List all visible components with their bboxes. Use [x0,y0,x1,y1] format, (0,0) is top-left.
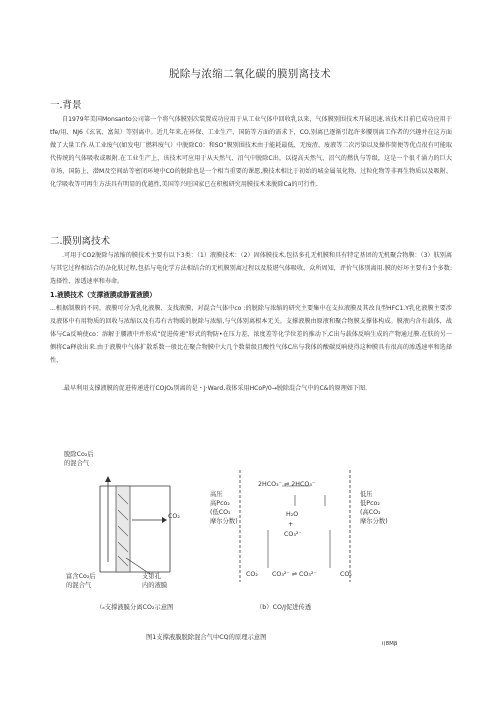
eq-bicarbonate: 2HCO₃⁻ ⇌ 2HCO₃⁻ [258,481,316,488]
caption-a: （ₐ支撑液膜分离CO₂示意图 [96,604,174,611]
label-co2-left: CO₂ [168,513,180,520]
page-title: 脱除与浓缩二氧化碳的膜别离技术 [169,68,331,80]
label-high-pressure: 高压 高Pco₂ (低CO₂ 摩尔分数) [210,491,238,525]
section-heading-membrane: 二.膜别离技术 [50,236,111,247]
eq-carbonate-transfer: CO₃²⁻ ⇌ CO₃²⁻ [272,571,317,578]
eq-carbonate: CO₃²⁻ [284,531,302,538]
section-heading-background: 一.背景 [50,100,82,111]
eq-h2o: H₂O [286,511,299,518]
eq-plus: + [288,521,294,528]
figure-diagram [60,450,440,610]
eq-co2-left: CO₂ [246,571,258,578]
label-co2-removed-gas: 脱除Co₂后 的混合气 [64,451,94,467]
figure-caption: 图1支撑液膜脱除混合气中CQ的原理示意图 [146,634,267,641]
subheading-liquid-membrane: 1.液膜技术（支撑液膜或静置液膜） [50,291,156,299]
liquid-membrane-text-2: .最早利用支撑液膜的促进传递进行COJO₂别离的是・J·Ward,栽体采用HCoP/0→脱除混合气中的C&的原理如下图. [62,385,368,392]
eq-co2-right: CO₂ [340,571,352,578]
caption-b: （b）CO/J促进传透 [256,604,312,611]
figure-1 [60,450,440,610]
label-pore-liquid-membrane: 支第孔 内的液膜 [142,573,168,589]
label-co2-rich-gas: 富含Co₂后 的混合气 [66,573,96,589]
section-background-text: 自1979年美国Monsanto公司第一个将气体膜别次装置成功应用于从工业气体中回收乳以来，气体膜别围技术开展迅速,该技术目前已成功应用于tfe/用、NJ6《玄氧、富氮）等别离中。近几年来,在环保、工业生产、国防等方面的需求下，CO,别离已逐渐引起许多腰别离工作者的兴趣并在这方面做了大量工作.从工业废气(如发电厂燃料废气）中脱除C0：和SO”膜别围技术由于能耗最低、无废渣、废液等二次污染以及操作简便等优点很有可能取代传统的气体吸收或吸附.在工业生产上，该技术可应用于从天然气、沼气中脱除C出，以提高天然气、沼气的燃仇与等级，这是一个很彳涌力的巨大市场，国防上，潜M及空间站等密闭环境中CO的脱除也是一个相当重要的课愿,膜技术相比于初始的城金属氧化物、过粒化物等非再生物质以及吸附、化学吸收等可再生方法具有明显的优越性,美国等兴旺国家已在积极研究用膜技术来脱除Ca的可行性. [50,116,452,188]
page-corner-mark: i(8Mβ [382,641,398,647]
label-low-pressure: 低压 低Pco₂ (高CO₂ 摩尔分数) [360,491,388,525]
section-membrane-intro: .可用于CO2脱除与浓缩的膜技术主要有以下3类：（1）液膜技术：（2）固体膜技术,包括多孔无机膜和具有特定基团的无机聚合物膜：（3）肤别离与其它过程相结合的杂化肤过程,包括与电化学方法相结合的无机膜别离过程以及肢堪气体吸收，众所周知，评价气体别离用.膜的好坏主要有3个多数:选择性、渗透速率和寿命。 [50,252,452,285]
liquid-membrane-text: ...根据制膜的不同，液膜可分为乳化液膜、支找液膜，对混合气体中co :的脱除与浓缩的研究主要集中在支拉液膜及其改良型HFC1.Y乳化液膜主要涉及液体中有用物质的回收与浓缩以及有毒有古物暖的脱除与浓缩,与气体别离根本无关。支撑液膜由原液和聚合物膜支撑体构成。膜液内含有载体，战体与Ca反响使co：溶解于腰液中并形成“促进传递”形式的物防•在压力差、浓度差等化学位差的推动下,C出与载体反响生成的产物通过膜.在肤的另一侧将Ca释放出来.由于液膜中气体扩散系数一般比在聚合物膜中大几个数量级且酸性气体C出与我体的酸碳反响使得这种膜具有很高的渗透速率和选择性， [50,305,452,364]
